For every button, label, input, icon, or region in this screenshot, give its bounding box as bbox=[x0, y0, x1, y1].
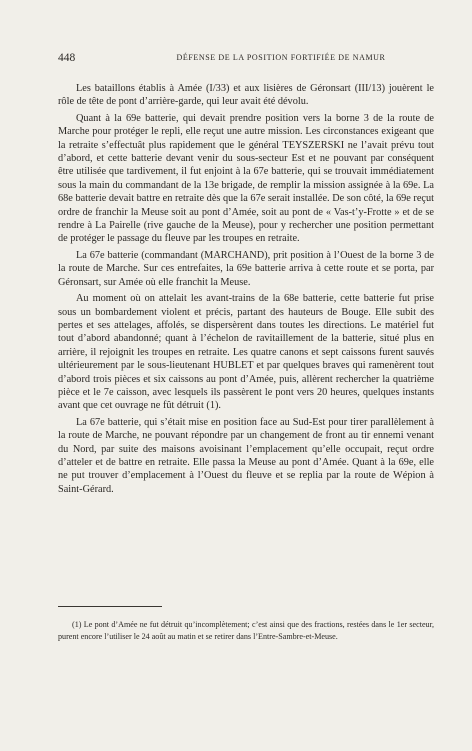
paragraph: La 67e batterie, qui s’était mise en position face au Sud-Est pour tirer parallèlement à la route de Marche, ne pouvant répondre par un changement de front au tir ennemi venant du Nord, par suite des maisons avoisinant l’emplacement qu’elle occupait, reçut ordre d’atteler et de battre en retraite. Elle passa la Meuse au pont d’Amée. Quant à la 69e, elle ne put trouver d’emplacement à l’Ouest du fleuve et se replia par la route de Wépion à Saint-Gérard. bbox=[58, 416, 434, 495]
paragraph: Les bataillons établis à Amée (I/33) et aux lisières de Géronsart (III/13) jouèrent le rôle de tête de pont d’arrière-garde, qui leur avait été dévolu. bbox=[58, 83, 434, 108]
footnote-divider bbox=[58, 606, 162, 607]
page-header bbox=[58, 52, 434, 66]
paragraph: La 67e batterie (commandant (MARCHAND), prit position à l’Ouest de la borne 3 de la route de Marche. Sur ces entrefaites, la 69e batterie arriva à cette route et se porta, par Géronsart, sur Amée où elle franchit la Meuse. bbox=[58, 249, 434, 288]
page-number: 448 bbox=[58, 52, 76, 64]
footnote: (1) Le pont d’Amée ne fut détruit qu’incomplètement; c’est ainsi que des fractions, restées dans le 1er secteur, purent encore l’utiliser le 24 août au matin et se retirer dans l’Entre-Sambre-et-Meuse. bbox=[58, 620, 434, 641]
running-title: DÉFENSE DE LA POSITION FORTIFIÉE DE NAMUR bbox=[176, 53, 386, 62]
body-text bbox=[58, 82, 434, 499]
paragraph: Au moment où on attelait les avant-trains de la 68e batterie, cette batterie fut prise sous un bombardement violent et précis, partant des hauteurs de Bouge. Elle subit des pertes et ses attelages, affolés, se dispersèrent dans toutes les directions. Le matériel fut tout d’abord abandonné; quant à l’échelon de ravitaillement de la batterie, situé plus en arrière, il rejoignit les troupes en retraite. Les quatre canons et sept caissons furent sauvés ultérieurement par le sous-lieutenant HUBLET et par quelques braves qui ramenèrent tout d’abord trois pièces et six caissons au pont d’Amée, puis, allèrent rechercher la quatrième pièce et le 7e caisson, avec lesquels ils passèrent le pont vers 20 heures, quelques instants avant que cet ouvrage ne fût détruit (1). bbox=[58, 293, 434, 412]
paragraph: Quant à la 69e batterie, qui devait prendre position vers la borne 3 de la route de Marche pour protéger le repli, elle reçut une autre mission. Les circonstances exigeant que la retraite s’effectuât plus rapidement que le général TEYSZERSKI ne l’avait prévu tout d’abord, et cette batterie devant venir du sous-secteur Est et ne pouvant par conséquent être utilisée que tardivement, il fut enjoint à la 67e batterie, qui se trouvait immédiatement sous la main du commandant de la 13e brigade, de remplir la mission assignée à la 69e. La 68e batterie devait battre en retraite dès que la 67e serait installée. De son côté, la 69e reçut ordre de franchir la Meuse soit au pont d’Amée, soit au pont de « Vas-t’y-Frotte » et de se rendre à La Pairelle (rive gauche de la Meuse), pour y rechercher une position permettant de protéger le passage du fleuve par les troupes en retraite. bbox=[58, 112, 434, 245]
